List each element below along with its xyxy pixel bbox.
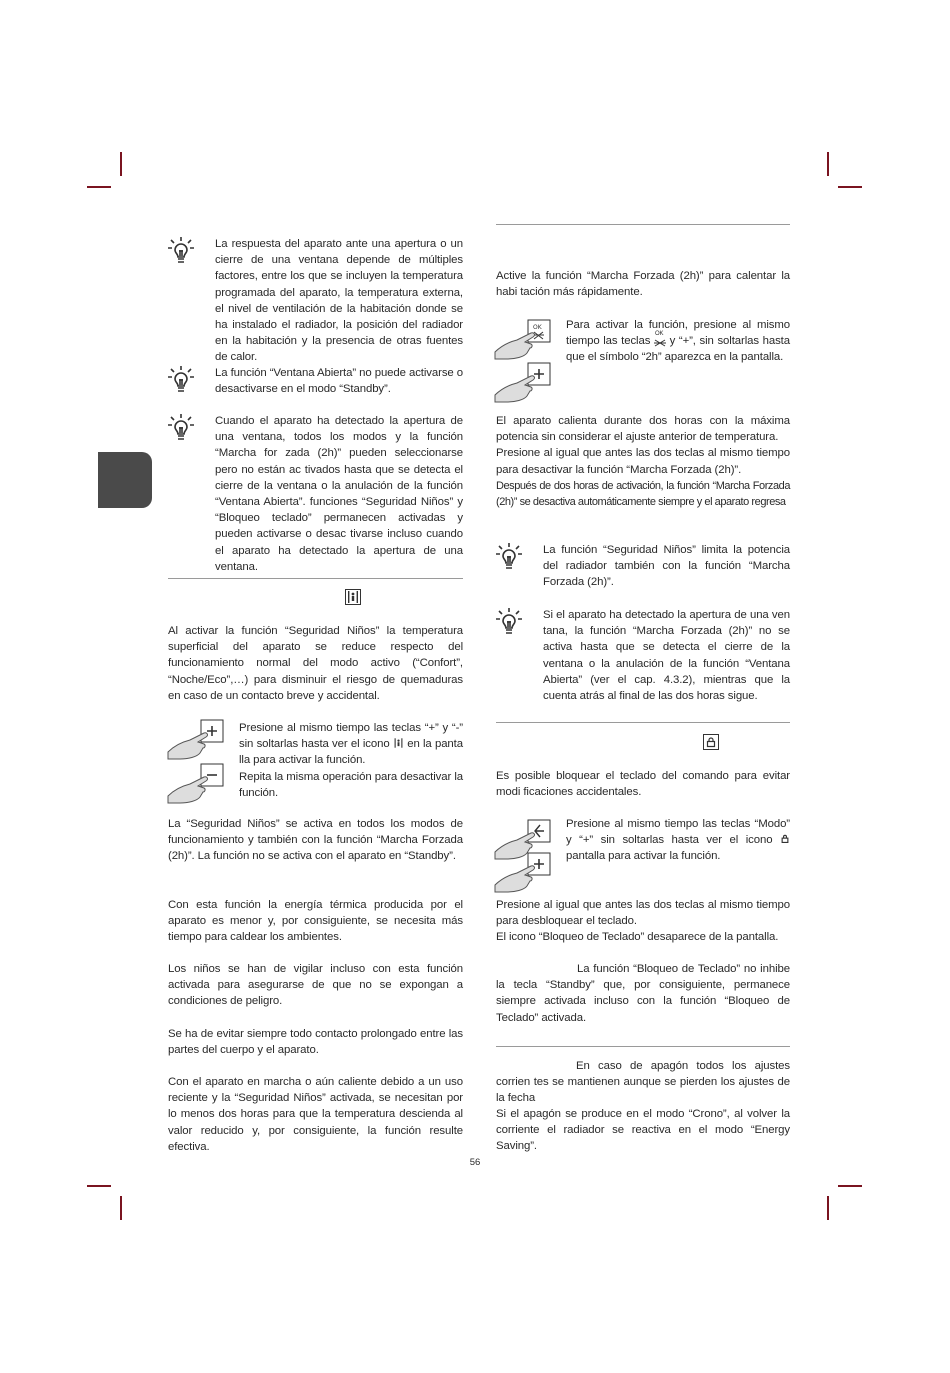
crop-mark	[87, 186, 111, 188]
note-text: Si el aparato ha detectado la apertura de una ven tana, la función “Marcha Forzada (2h)” no se activa hasta que se detecta el cierre de la ventana o la anulación de la función “Ventana Abierta” (ver el cap. 4.3.2), mientras que la cuenta atrás al final de las dos horas sigue.	[543, 609, 790, 703]
step-text: y “+”, sin soltarlas hasta que el símbolo “2h” aparezca en la pantalla.	[566, 335, 790, 364]
child-safety-icon	[345, 589, 361, 605]
paragraph: El aparato calienta durante dos horas con la máxima potencia sin considerar el ajuste anterior de temperatura.	[496, 415, 790, 444]
note-text: La respuesta del aparato ante una apertura o un cierre de una ventana depende de múltiples factores, entre los que se incluyen la temperatura programada del aparato, la temperatura externa, el nivel de ventilación de la habitación donde se ha instalado el radiador, la posición del radiador en la habitación y la presencia de otras fuentes de calor.	[215, 238, 463, 364]
page-number: 56	[469, 1157, 481, 1168]
svg-text:OK: OK	[533, 324, 542, 331]
paragraph: Después de dos horas de activación, la función “Marcha Forzada (2h)” se desactiva automáticamente siempre y el aparato regresa	[496, 479, 790, 509]
step-text: en la panta lla para activar la función.	[239, 738, 463, 767]
step-instructions	[566, 816, 790, 865]
lightbulb-icon	[166, 364, 196, 396]
crop-mark	[120, 152, 122, 176]
lightbulb-icon	[166, 412, 196, 444]
paragraph: Es posible bloquear el teclado del comando para evitar modi ficaciones accidentales.	[496, 770, 790, 799]
step-text: Presione al mismo tiempo las teclas “Modo” y “+” sin soltarlas hasta ver el icono	[566, 818, 790, 847]
crop-mark	[87, 1185, 111, 1187]
child-safety-icon	[393, 737, 404, 749]
crop-mark	[827, 152, 829, 176]
step-instructions	[566, 317, 790, 366]
lock-icon	[703, 734, 719, 750]
crop-mark	[120, 1196, 122, 1220]
paragraph: Con esta función la energía térmica producida por el aparato es menor y, por consiguiente, se necesita más tiempo para caldear los ambientes.	[168, 899, 463, 944]
paragraph: Active la función “Marcha Forzada (2h)” para calentar la habi tación más rápidamente.	[496, 270, 790, 299]
step-text: Repita la misma operación para desactivar la función.	[239, 770, 463, 799]
section-divider	[168, 578, 463, 579]
paragraph: El icono “Bloqueo de Teclado” desaparece de la pantalla.	[496, 931, 779, 944]
paragraph-group	[496, 897, 790, 946]
crop-mark	[838, 186, 862, 188]
section-divider	[496, 224, 790, 225]
paragraph-group	[496, 413, 790, 510]
hand-press-ok-icon	[493, 318, 555, 362]
step-text: pantalla para activar la función.	[566, 850, 721, 863]
paragraph: Los niños se han de vigilar incluso con esta función activada para asegurarse de que no se expongan a condiciones de peligro.	[168, 963, 463, 1008]
paragraph: Con el aparato en marcha o aún caliente debido a un uso reciente y la “Seguridad Niños” activada, se necesitan por lo menos dos horas para que la temperatura descienda al valor reducido y, por consiguiente, la función resulte efectiva.	[168, 1076, 463, 1153]
note-text: La función “Seguridad Niños” limita la potencia del radiador también con la función “Marcha Forzada (2h)”.	[543, 544, 790, 589]
ok-boost-icon: OK	[654, 333, 666, 347]
paragraph: Se ha de evitar siempre todo contacto prolongado entre las partes del cuerpo y el aparato.	[168, 1028, 463, 1057]
hand-press-minus-icon	[166, 762, 228, 806]
lightbulb-icon	[494, 541, 524, 573]
paragraph: Presione al igual que antes las dos teclas al mismo tiempo para desbloquear el teclado.	[496, 899, 790, 928]
paragraph: Al activar la función “Seguridad Niños” la temperatura superficial del aparato se reduce respecto del funcionamiento normal del modo activo (“Confort”, “Noche/Eco”,…) para disminuir el riesgo de quemaduras en caso de un contacto breve y accidental.	[168, 625, 463, 702]
step-instructions	[239, 720, 463, 801]
paragraph: Si el apagón se produce en el modo “Crono”, al volver la corriente el radiador se reactiva en el modo “Energy Saving”.	[496, 1108, 790, 1153]
hand-press-plus-icon	[493, 361, 555, 405]
lightbulb-icon	[494, 606, 524, 638]
lock-icon	[780, 833, 790, 844]
note-text: Cuando el aparato ha detectado la apertura de una ventana, todos los modos y la función “Marcha for zada (2h)” pueden seleccionarse pero no están ac tivados hasta que se detecta el cierre de la ventana o la anulación de la función “Ventana Abierta”. funciones “Seguridad Niños” y “Bloqueo teclado” permanecen activadas y pueden activarse o desac tivarse incluso cuando el aparato ha detectado la apertura de una ventana.	[215, 415, 463, 573]
step-text: Presione al mismo tiempo las teclas “+” y “-” sin soltarlas hasta ver el icono	[239, 722, 463, 751]
paragraph: La “Seguridad Niños” se activa en todos los modos de funcionamiento y también con la función “Marcha Forzada (2h)”. La función no se activa con el aparato en “Standby”.	[168, 818, 463, 863]
note-text: La función “Ventana Abierta” no puede activarse o desactivarse en el modo “Standby”.	[215, 367, 463, 396]
hand-press-plus-icon	[166, 718, 228, 762]
crop-mark	[827, 1196, 829, 1220]
section-divider	[496, 722, 790, 723]
hand-press-plus-icon	[493, 851, 555, 895]
step-text: Para activar la función, presione al mismo tiempo las teclas	[566, 319, 790, 348]
paragraph: En caso de apagón todos los ajustes corrien tes se mantienen aunque se pierden los ajustes de la fecha	[496, 1060, 790, 1105]
lightbulb-icon	[166, 235, 196, 267]
paragraph: La función “Bloqueo de Teclado” no inhibe la tecla “Standby” que, por consiguiente, permanece siempre activada incluso con la función “Bloqueo de Teclado” activada.	[496, 963, 790, 1024]
section-tab	[98, 452, 152, 508]
crop-mark	[838, 1185, 862, 1187]
paragraph: Presione al igual que antes las dos teclas al mismo tiempo para desactivar la función “Marcha Forzada (2h)”.	[496, 447, 790, 476]
section-divider	[496, 1046, 790, 1047]
